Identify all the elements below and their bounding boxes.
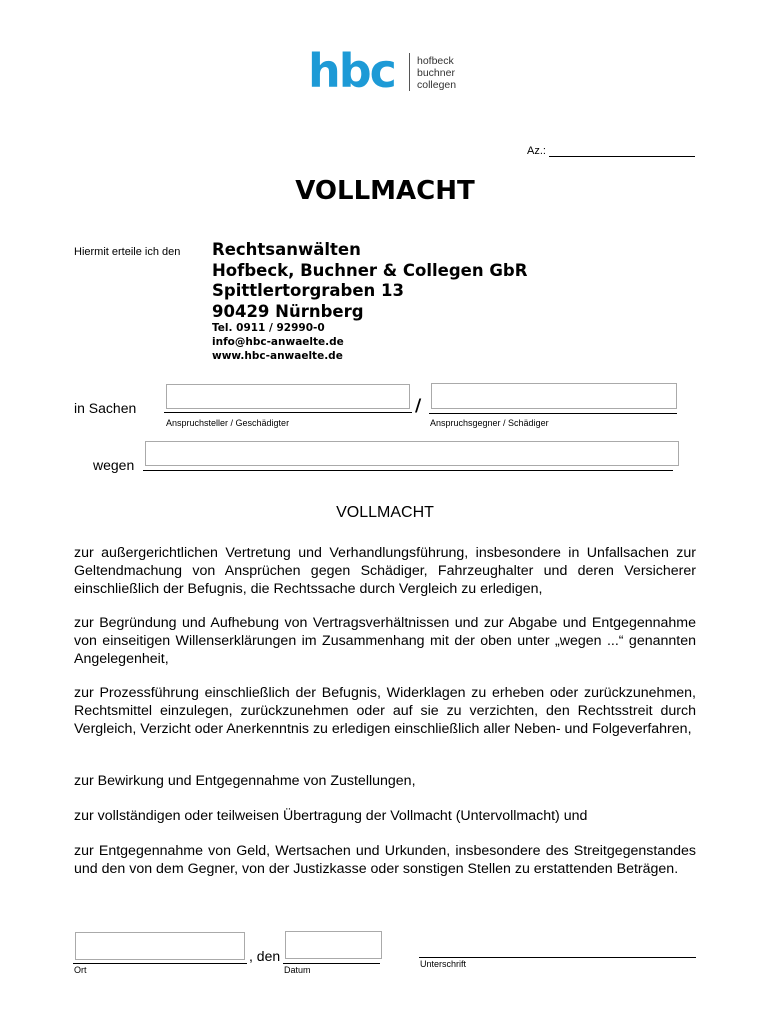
place-caption: Ort — [74, 965, 87, 975]
wegen-label: wegen — [93, 457, 135, 473]
company-logo-words — [417, 55, 456, 91]
paragraph-representation: zur außergerichtlichen Vertretung und Verhandlungsführung, insbesondere in Unfallsachen zur Geltendmachung von Ansprüchen gegen Schädiger, Fahrzeughalter und deren Versicherer einschließlich der Befugnis, die Rechtssache durch Vergleich zu erledigen, — [74, 545, 696, 597]
company-logo-mark: hbc — [308, 44, 395, 98]
logo-word-3: collegen — [417, 79, 457, 91]
section-title: VOLLMACHT — [336, 504, 434, 521]
paragraph-litigation: zur Prozessführung einschließlich der Befugnis, Widerklagen zu erheben oder zurückzunehmen, Rechtsmittel einzulegen, zurückzunehmen oder auf sie zu verzichten, den Rechtsstreit durch Vergleich, Verzicht oder Anerkenntnis zu erledigen einschließlich aller Neben- und Folgeverfahren, — [74, 685, 696, 737]
opponent-caption: Anspruchsgegner / Schädiger — [430, 418, 549, 428]
document-title: VOLLMACHT — [295, 176, 475, 206]
claimant-caption: Anspruchsteller / Geschädigter — [166, 418, 290, 428]
paragraph-contracts: zur Begründung und Aufhebung von Vertragsverhältnissen und zur Abgabe und Entgegennahme von einseitigen Willenserklärungen im Zusammenhang mit der oben unter „wegen ...“ genannten Angelegenheit, — [74, 615, 696, 667]
date-connector: , den — [249, 948, 281, 964]
reference-label: Az.: — [527, 145, 546, 157]
party-separator: / — [415, 396, 422, 416]
paragraph-sub-authority: zur vollständigen oder teilweisen Übertragung der Vollmacht (Untervollmacht) und — [74, 808, 588, 824]
address-line-2: Hofbeck, Buchner & Collegen GbR — [212, 260, 528, 280]
contact-phone: Tel. 0911 / 92990-0 — [212, 322, 325, 334]
logo-word-1: hofbeck — [417, 55, 454, 67]
in-sachen-label: in Sachen — [74, 400, 137, 416]
intro-text: Hiermit erteile ich den — [74, 246, 181, 258]
address-line-4: 90429 Nürnberg — [212, 301, 364, 321]
date-underline — [283, 963, 380, 964]
signature-line[interactable] — [419, 957, 696, 958]
reference-line — [549, 147, 695, 157]
law-firm-address — [212, 240, 527, 322]
place-input[interactable] — [75, 932, 245, 960]
place-underline — [73, 963, 247, 964]
reference-number — [527, 145, 695, 157]
law-firm-contact — [212, 321, 344, 363]
opponent-underline — [429, 413, 677, 414]
opponent-input[interactable] — [431, 383, 677, 409]
contact-website: www.hbc-anwaelte.de — [212, 350, 343, 362]
matter-input[interactable] — [145, 441, 679, 466]
paragraph-receipt: zur Entgegennahme von Geld, Wertsachen und Urkunden, insbesondere des Streitgegenstandes und den von dem Gegner, von der Justizkasse oder sonstigen Stellen zu erstattenden Beträgen. — [74, 843, 696, 877]
date-caption: Datum — [284, 965, 311, 975]
paragraph-service: zur Bewirkung und Entgegennahme von Zustellungen, — [74, 773, 416, 789]
contact-email: info@hbc-anwaelte.de — [212, 336, 344, 348]
claimant-input[interactable] — [166, 384, 410, 409]
signature-caption: Unterschrift — [420, 959, 467, 969]
address-line-3: Spittlertorgraben 13 — [212, 281, 405, 300]
address-line-1: Rechtsanwälten — [212, 240, 361, 259]
logo-divider — [409, 53, 410, 91]
logo-word-2: buchner — [417, 67, 455, 79]
claimant-underline — [164, 412, 412, 413]
matter-underline — [143, 470, 673, 471]
date-input[interactable] — [285, 931, 382, 959]
